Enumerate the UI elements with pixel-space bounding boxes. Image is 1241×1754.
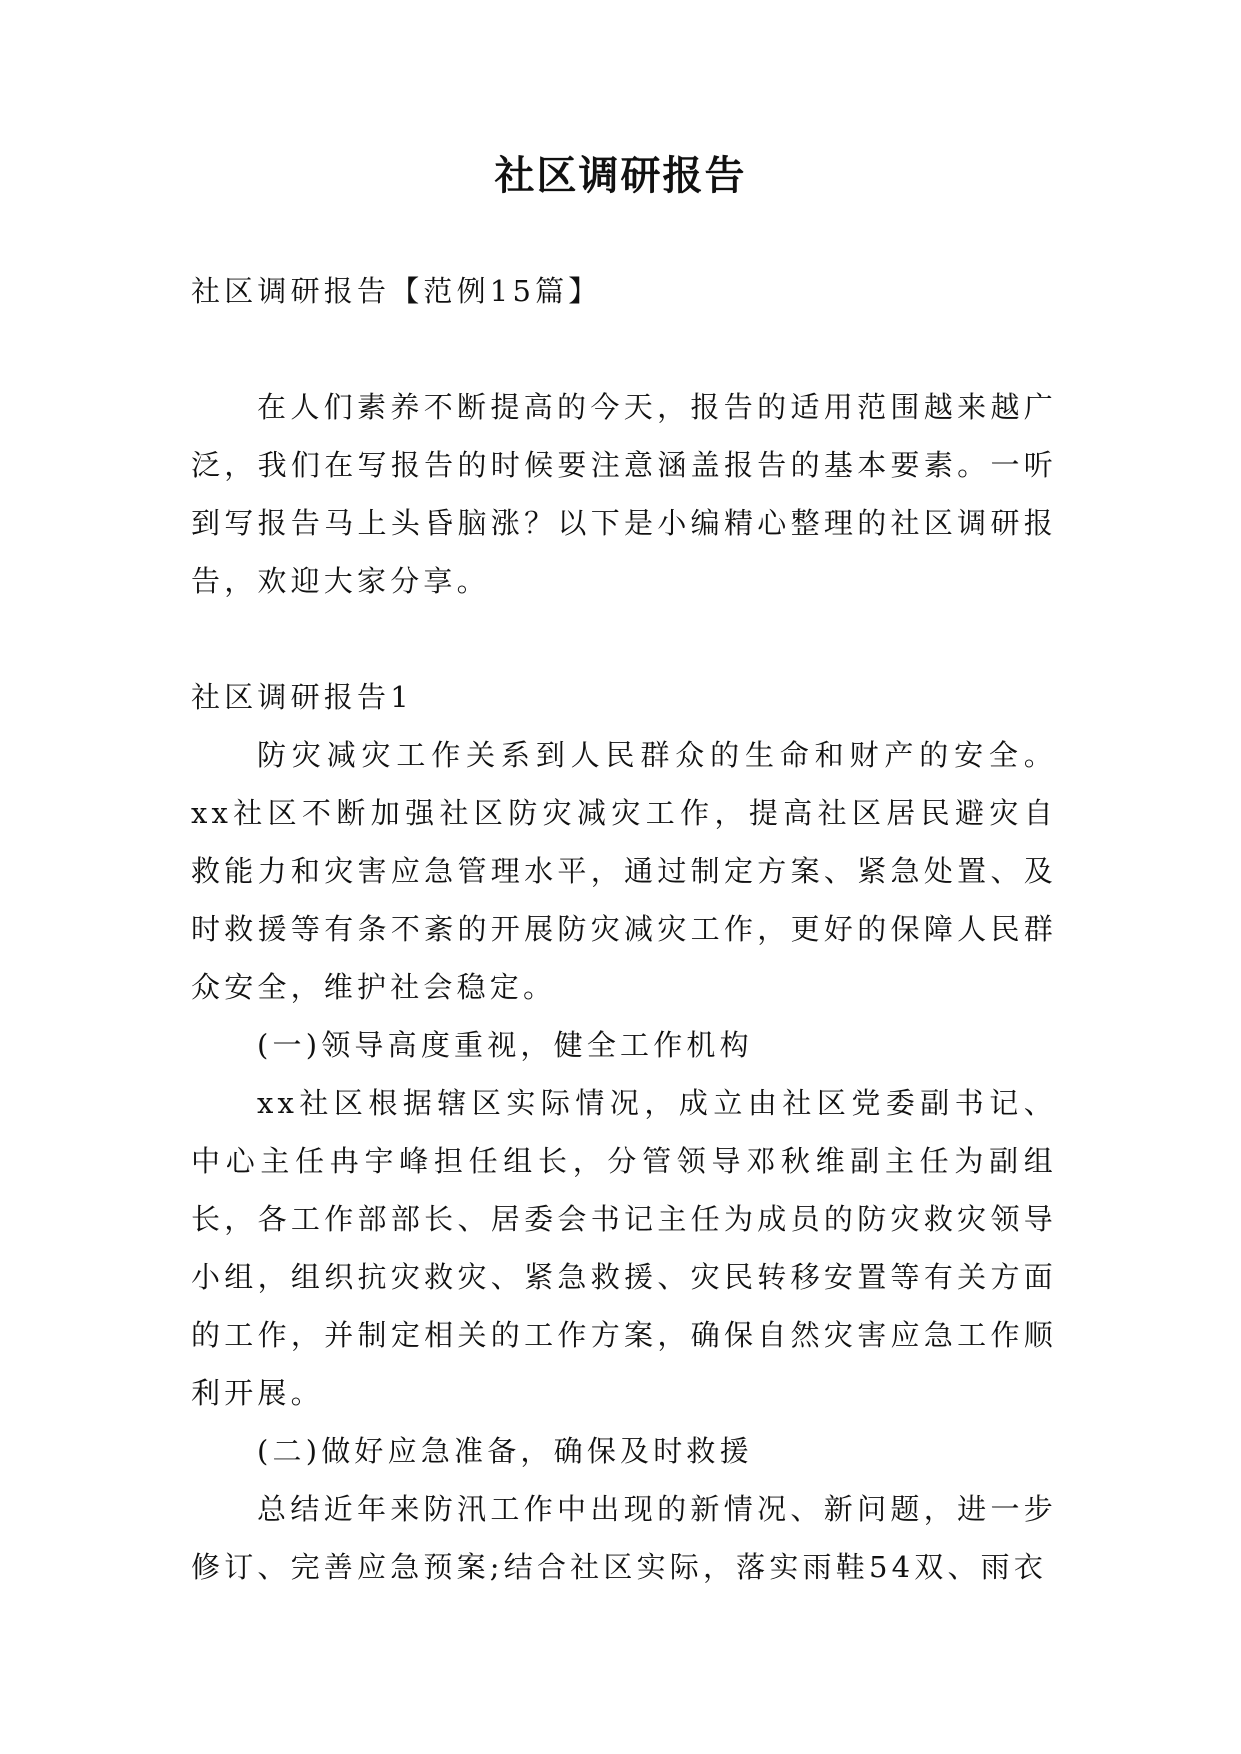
intro-paragraph: 在人们素养不断提高的今天，报告的适用范围越来越广泛，我们在写报告的时候要注意涵盖报告的基本要素。一听到写报告马上头昏脑涨？以下是小编精心整理的社区调研报告，欢迎大家分享。 bbox=[191, 390, 1057, 598]
body-paragraph: xx社区根据辖区实际情况，成立由社区党委副书记、中心主任冉宇峰担任组长，分管领导邓秋维副主任为副组长，各工作部部长、居委会书记主任为成员的防灾救灾领导小组，组织抗灾救灾、紧急救援、灾民转移安置等有关方面的工作，并制定相关的工作方案，确保自然灾害应急工作顺利开展。 bbox=[191, 1086, 1057, 1410]
subsection-heading: (二)做好应急准备，确保及时救援 bbox=[257, 1434, 753, 1468]
body-paragraph: 防灾减灾工作关系到人民群众的生命和财产的安全。xx社区不断加强社区防灾减灾工作，提高社区居民避灾自救能力和灾害应急管理水平，通过制定方案、紧急处置、及时救援等有条不紊的开展防灾减灾工作，更好的保障人民群众安全，维护社会稳定。 bbox=[191, 738, 1057, 1004]
document-subtitle: 社区调研报告【范例15篇】 bbox=[191, 274, 602, 308]
document-body bbox=[191, 262, 1057, 1596]
section-heading: 社区调研报告1 bbox=[191, 680, 413, 714]
subsection-heading: (一)领导高度重视，健全工作机构 bbox=[257, 1028, 753, 1062]
body-paragraph: 总结近年来防汛工作中出现的新情况、新问题，进一步修订、完善应急预案;结合社区实际，落实雨鞋54双、雨衣 bbox=[191, 1492, 1057, 1584]
document-title: 社区调研报告 bbox=[494, 152, 747, 199]
